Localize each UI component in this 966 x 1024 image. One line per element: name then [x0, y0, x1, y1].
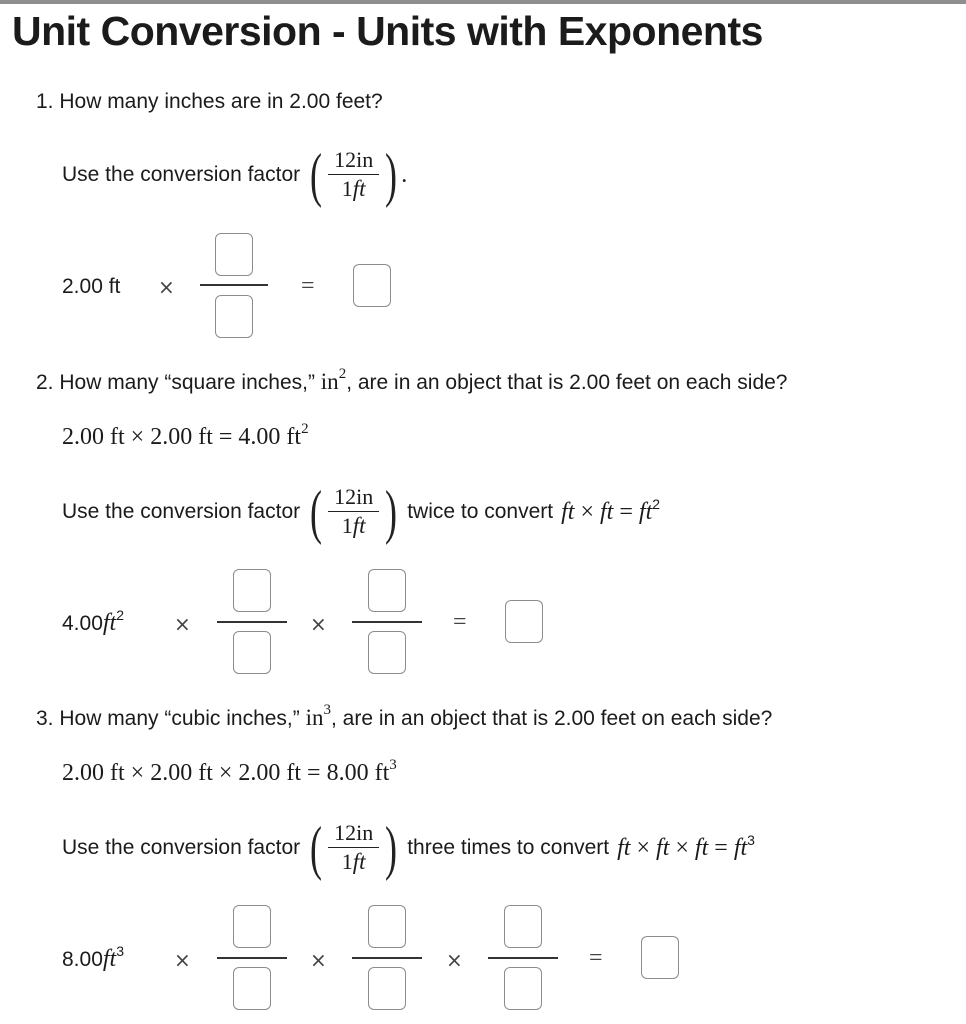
- q2-numerator-1-input[interactable]: [233, 569, 271, 612]
- q2-numerator-2-input[interactable]: [368, 569, 406, 612]
- left-paren: (: [310, 479, 323, 545]
- q3-numerator-3-input[interactable]: [504, 905, 542, 948]
- ft-cubed-expression: ft × ft × ft = $ft^3$: [617, 831, 755, 861]
- three-times-label: three times to convert: [407, 836, 610, 859]
- right-paren: ): [385, 142, 398, 208]
- factor-numerator: 12in: [328, 485, 379, 512]
- q3-denominator-2-input[interactable]: [368, 967, 406, 1010]
- times-sign: ×: [310, 612, 327, 636]
- left-paren: (: [310, 815, 323, 881]
- q2-answer-input[interactable]: [505, 600, 543, 643]
- q3-start-value: $8.00ft^3$: [62, 943, 125, 972]
- in-cubed: $in^3$: [305, 702, 331, 730]
- equals-sign: =: [453, 609, 467, 635]
- factor-denominator: 1ft: [341, 176, 366, 201]
- twice-label: twice to convert: [407, 500, 554, 523]
- factor-denominator: 1ft: [341, 849, 366, 874]
- times-sign: ×: [310, 948, 327, 972]
- question-1-text: 1. How many inches are in 2.00 feet?: [36, 90, 383, 113]
- q3-conversion-factor-line: [62, 812, 755, 884]
- q3-volume-equation: 2.00 ft × 2.00 ft × 2.00 ft = 8.00 $ft^3$: [62, 757, 397, 786]
- times-sign: ×: [446, 948, 463, 972]
- q1-denominator-input[interactable]: [215, 295, 253, 338]
- question-3-text: 3. How many “cubic inches,” $in^3$, are in an object that is 2.00 feet on each side?: [36, 702, 773, 730]
- factor-fraction: [328, 485, 379, 539]
- question-2-text: 2. How many “square inches,” $in^2$, are in an object that is 2.00 feet on each side?: [36, 366, 788, 394]
- use-factor-label: Use the conversion factor: [62, 836, 301, 859]
- q3-numerator-2-input[interactable]: [368, 905, 406, 948]
- equals-sign: =: [589, 945, 603, 971]
- use-factor-label: Use the conversion factor: [62, 163, 301, 186]
- fraction-bar: [217, 957, 287, 959]
- right-paren: ): [385, 815, 398, 881]
- q3-numerator-1-input[interactable]: [233, 905, 271, 948]
- q1-numerator-input[interactable]: [215, 233, 253, 276]
- conversion-factor: [306, 815, 401, 881]
- factor-numerator: 12in: [328, 821, 379, 848]
- in-squared: $in^2$: [320, 366, 347, 394]
- factor-fraction: [328, 148, 379, 202]
- q1-answer-input[interactable]: [353, 264, 391, 307]
- factor-fraction: [328, 821, 379, 875]
- q2-denominator-2-input[interactable]: [368, 631, 406, 674]
- equals-sign: =: [301, 273, 315, 299]
- times-sign: ×: [158, 275, 175, 299]
- q3-answer-input[interactable]: [641, 936, 679, 979]
- fraction-bar: [200, 284, 268, 286]
- ft-squared-expression: ft × ft = $ft^2$: [561, 495, 661, 525]
- page-title: Unit Conversion - Units with Exponents: [12, 8, 763, 54]
- q2-conversion-factor-line: [62, 476, 660, 548]
- q2-denominator-1-input[interactable]: [233, 631, 271, 674]
- q2-start-value: $4.00ft^2$: [62, 607, 125, 636]
- factor-denominator: 1ft: [341, 513, 366, 538]
- times-sign: ×: [174, 612, 191, 636]
- q1-conversion-factor-line: [62, 139, 407, 211]
- conversion-factor: [306, 142, 401, 208]
- fraction-bar: [352, 621, 422, 623]
- conversion-factor: [306, 479, 401, 545]
- use-factor-label: Use the conversion factor: [62, 500, 301, 523]
- times-sign: ×: [174, 948, 191, 972]
- fraction-bar: [352, 957, 422, 959]
- right-paren: ): [385, 479, 398, 545]
- q1-start-value: 2.00 ft: [62, 275, 121, 298]
- left-paren: (: [310, 142, 323, 208]
- q2-area-equation: 2.00 ft × 2.00 ft = 4.00 $ft^2$: [62, 421, 309, 450]
- top-border: [0, 0, 966, 4]
- factor-numerator: 12in: [328, 148, 379, 175]
- fraction-bar: [217, 621, 287, 623]
- q3-denominator-3-input[interactable]: [504, 967, 542, 1010]
- period: .: [401, 161, 408, 188]
- q3-denominator-1-input[interactable]: [233, 967, 271, 1010]
- fraction-bar: [488, 957, 558, 959]
